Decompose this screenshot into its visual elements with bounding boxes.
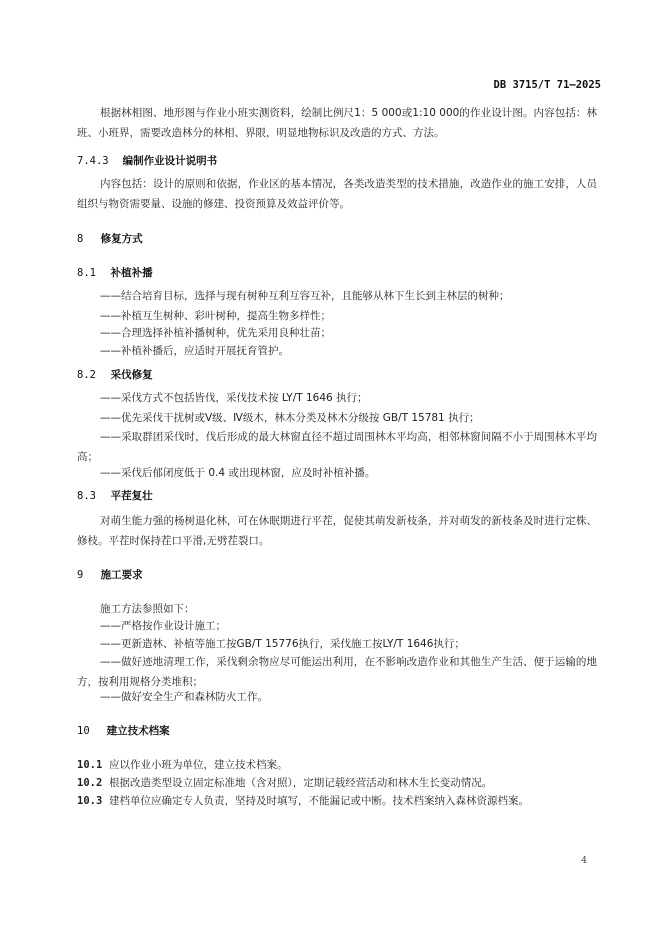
- list-item: ——采伐方式不包括皆伐，采伐技术按 LY/T 1646 执行；: [100, 392, 368, 404]
- list-item: ——严格按作业设计施工；: [100, 620, 226, 632]
- heading-8: [77, 231, 143, 246]
- page-number: 4: [581, 856, 587, 866]
- list-item: ——结合培育目标，选择与现有树种互利互容互补，且能够从林下生长到主林层的树种；: [100, 290, 510, 302]
- clause-number: 10.3: [77, 795, 103, 807]
- heading-number: 8.3: [77, 490, 96, 502]
- list-item: ——做好安全生产和森林防火工作。: [100, 691, 268, 703]
- clause-text: 建档单位应确定专人负责，坚持及时填写，不能漏记或中断。技术档案纳入森林资源档案。: [109, 795, 529, 807]
- heading-8-1: [77, 265, 153, 280]
- heading-title: 编制作业设计说明书: [122, 155, 218, 167]
- heading-title: 采伐修复: [110, 369, 153, 381]
- document-id-header: DB 3715/T 71—2025: [493, 79, 601, 91]
- clause-text: 根据改造类型设立固定标准地（含对照），定期记载经营活动和林木生长变动情况。: [109, 777, 493, 789]
- heading-9: [77, 567, 143, 582]
- list-item: ——更新造林、补植等施工按GB/T 15776执行，采伐施工按LY/T 1646执行；: [100, 638, 465, 650]
- list-item: ——合理选择补植补播树种，优先采用良种壮苗；: [100, 327, 331, 339]
- list-item: ——做好迹地清理工作，采伐剩余物应尽可能运出利用，在不影响改造作业和其他生产生活、便于运输的地方，按利用规格分类堆积；: [77, 656, 597, 688]
- heading-10: [77, 723, 170, 738]
- heading-title: 修复方式: [100, 233, 143, 245]
- paragraph-7-4-3: 内容包括：设计的原则和依据，作业区的基本情况，各类改造类型的技术措施，改造作业的施工安排，人员组织与物资需要量、设施的修建、投资预算及效益评价等。: [77, 178, 597, 210]
- heading-number: 7.4.3: [77, 155, 109, 167]
- clause-10-3: [77, 791, 529, 811]
- clause-10-1: [77, 755, 288, 775]
- heading-title: 施工要求: [100, 569, 143, 581]
- heading-number: 9: [77, 569, 84, 581]
- heading-number: 8.1: [77, 267, 96, 279]
- clause-10-2: [77, 773, 492, 793]
- clause-text: 应以作业小班为单位，建立技术档案。: [109, 759, 288, 771]
- heading-8-2: [77, 367, 153, 382]
- list-item: ——补植补播后，应适时开展抚育管护。: [100, 345, 289, 357]
- heading-title: 建立技术档案: [106, 725, 170, 737]
- clause-number: 10.1: [77, 759, 103, 771]
- heading-7-4-3: [77, 153, 217, 168]
- clause-number: 10.2: [77, 777, 103, 789]
- heading-number: 8.2: [77, 369, 96, 381]
- list-item: ——优先采伐干扰树或Ⅴ级、Ⅳ级木，林木分类及林木分级按 GB/T 15781 执行；: [100, 412, 480, 424]
- heading-number: 10: [77, 725, 90, 737]
- heading-title: 平茬复壮: [110, 490, 153, 502]
- paragraph-intro: 施工方法参照如下：: [100, 603, 195, 615]
- list-item: ——采伐后郁闭度低于 0.4 或出现林窗，应及时补植补播。: [100, 467, 376, 479]
- list-item: ——补植互生树种、彩叶树种，提高生物多样性；: [100, 310, 331, 322]
- heading-8-3: [77, 488, 153, 503]
- paragraph-7-4-2: 根据林相图、地形图与作业小班实测资料，绘制比例尺1：5 000或1:10 000的作业设计图。内容包括：林班、小班界，需要改造林分的林相、界限，明显地物标识及改造的方式、方法。: [77, 107, 597, 139]
- paragraph-8-3: 对萌生能力强的杨树退化林，可在休眠期进行平茬，促使其萌发新枝条，并对萌发的新枝条及时进行定株、修枝。平茬时保持茬口平滑,无劈茬裂口。: [77, 515, 597, 547]
- list-item: ——采取群团采伐时，伐后形成的最大林窗直径不超过周围林木平均高，相邻林窗间隔不小于周围林木平均高；: [77, 431, 597, 463]
- heading-title: 补植补播: [110, 267, 153, 279]
- heading-number: 8: [77, 233, 84, 245]
